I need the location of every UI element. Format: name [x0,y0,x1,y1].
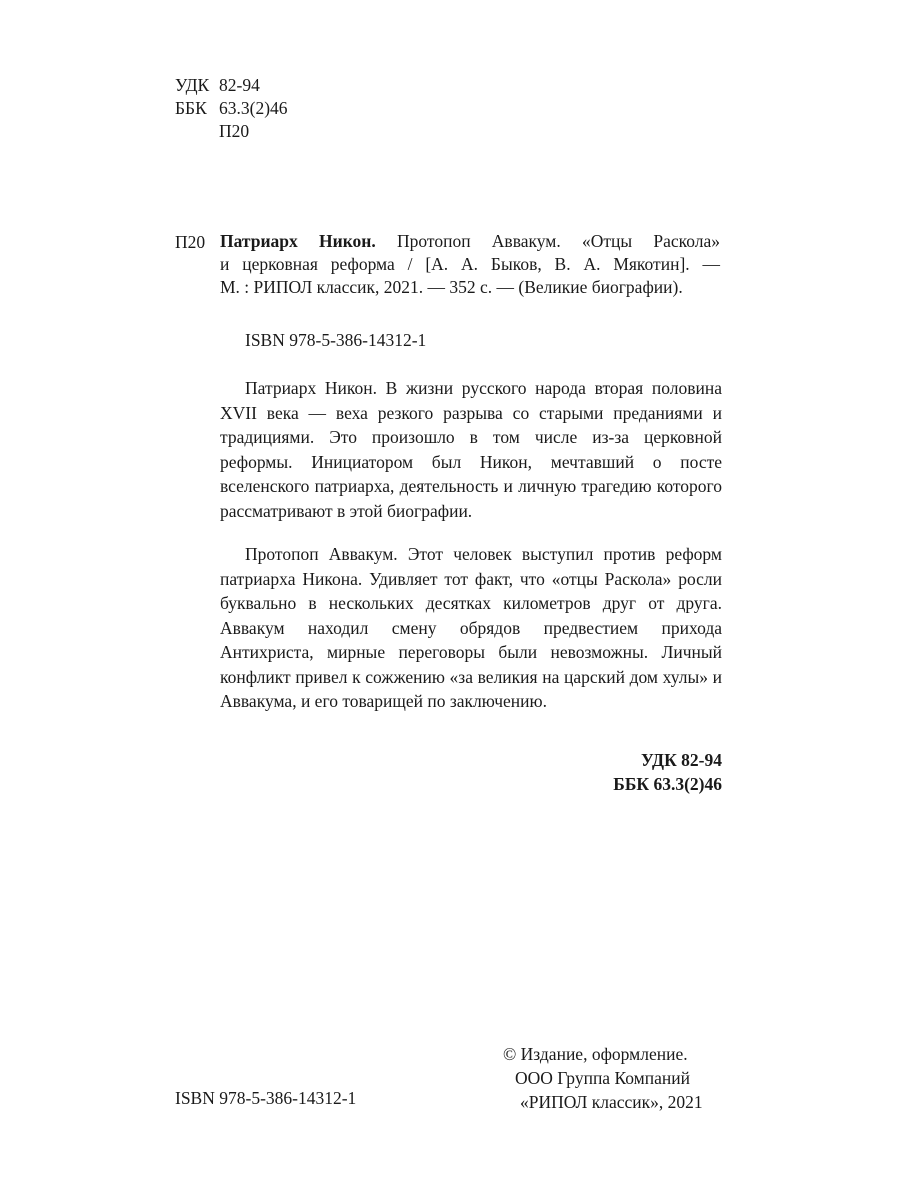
bibliographic-entry [220,230,720,299]
annotation-paragraph-1: Патриарх Никон. В жизни русского народа вторая половина XVII века — веха резкого разрыва со старыми преданиями и традициями. Это произошло в том числе из-за церковной реформы. Инициатором был Никон, мечтавший о посте вселенского патриарха, деятельность и личную трагедию которого рассматривают в этой биографии. [220,378,722,521]
bbk-label: ББК [175,98,207,118]
entry-line-1 [220,230,720,253]
udk-value: 82-94 [219,75,260,95]
copyright-block [503,1042,703,1114]
udk-code: УДК 82-94 [640,750,722,770]
entry-isbn: ISBN 978-5-386-14312-1 [245,330,427,350]
entry-line-2: и церковная реформа / [А. А. Быков, В. А. Мякотин]. — [220,254,720,274]
footer-isbn: ISBN 978-5-386-14312-1 [175,1088,357,1108]
author-mark: П20 [219,121,250,141]
copyright-line-1: © Издание, оформление. [503,1044,688,1064]
copyright-line-3: «РИПОЛ классик», 2021 [520,1092,703,1112]
entry-line1-rest: Протопоп Аввакум. «Отцы Раскола» [375,231,720,251]
bbk-code: ББК 63.3(2)46 [613,774,722,794]
classification-codes [613,748,722,796]
entry-key: П20 [175,232,206,252]
header-codes [175,74,288,143]
annotation-paragraph-2: Протопоп Аввакум. Этот человек выступил против реформ патриарха Никона. Удивляет тот факт, что «отцы Раскола» росли буквально в нескольких десятках километров друг от друга. Аввакум находил смену обрядов предвестием прихода Антихриста, мирные переговоры были невозможны. Личный конфликт привел к сожжению «за великия на царский дом хулы» и Аввакума, и его товарищей по заключению. [220,544,722,711]
udk-row [175,74,288,97]
entry-title: Патриарх Никон. [220,231,376,251]
entry-line-3: М. : РИПОЛ классик, 2021. — 352 с. — (Великие биографии). [220,277,683,297]
bbk-row [175,97,288,120]
author-mark-row [175,120,288,143]
copyright-line-2: ООО Группа Компаний [515,1068,690,1088]
udk-label: УДК [175,75,210,95]
bbk-value: 63.3(2)46 [219,98,288,118]
